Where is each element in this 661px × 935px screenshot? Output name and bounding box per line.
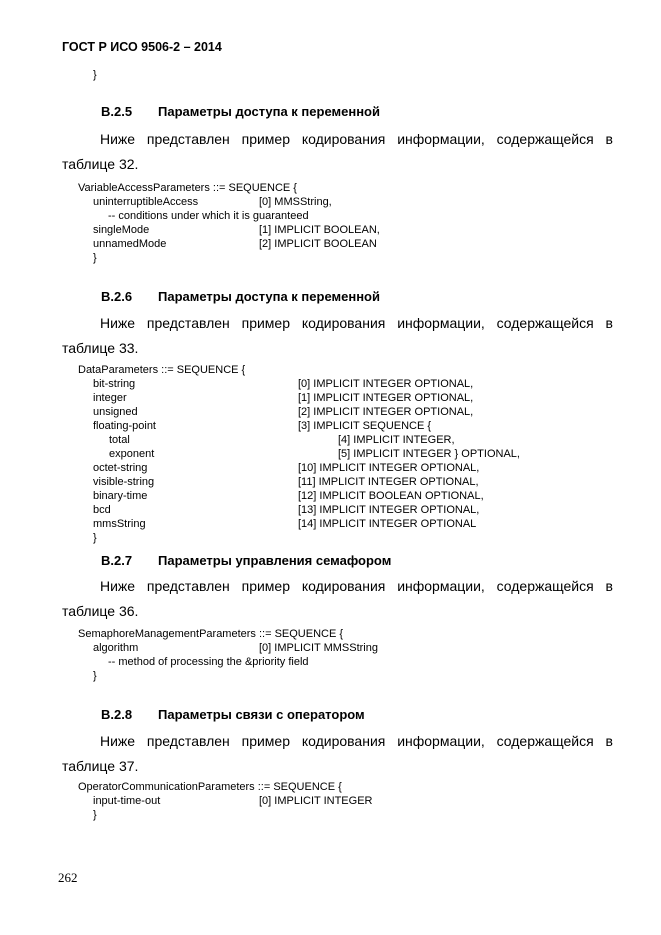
code-line-name: total (109, 434, 130, 446)
code-line-name: binary-time (93, 490, 148, 502)
section-number: B.2.7 (101, 553, 133, 568)
paragraph-word: кодирования (301, 131, 386, 147)
paragraph-end: таблице 32. (62, 156, 139, 172)
paragraph-end: таблице 36. (62, 603, 139, 619)
paragraph-end: таблице 33. (62, 340, 139, 356)
code-line-name: OperatorCommunicationParameters ::= SEQUENCE { (78, 781, 342, 793)
paragraph-word: пример (241, 315, 290, 331)
paragraph-word: в (605, 733, 613, 749)
code-line-name: } (93, 670, 97, 682)
section-title: Параметры управления семафором (158, 553, 392, 568)
paragraph-word: Ниже (100, 131, 136, 147)
document-header: ГОСТ Р ИСО 9506-2 – 2014 (62, 40, 222, 54)
code-line-type: [10] IMPLICIT INTEGER OPTIONAL, (298, 462, 480, 474)
paragraph-word: представлен (146, 733, 230, 749)
code-line-type: [0] IMPLICIT MMSString (259, 642, 378, 654)
paragraph-line (100, 733, 613, 749)
code-line-type: [12] IMPLICIT BOOLEAN OPTIONAL, (298, 490, 484, 502)
code-line-name: algorithm (93, 642, 139, 654)
paragraph-word: кодирования (301, 315, 386, 331)
paragraph-word: представлен (146, 315, 230, 331)
code-line-type: [2] IMPLICIT BOOLEAN (259, 238, 377, 250)
section-number: B.2.5 (101, 104, 133, 119)
paragraph-word: кодирования (301, 578, 386, 594)
paragraph-word: Ниже (100, 733, 136, 749)
code-line-type: [1] IMPLICIT BOOLEAN, (259, 224, 380, 236)
code-line-name: exponent (109, 448, 155, 460)
code-line-name: -- conditions under which it is guaranteed (108, 210, 309, 222)
code-line-type: [11] IMPLICIT INTEGER OPTIONAL, (298, 476, 479, 488)
code-line-name: DataParameters ::= SEQUENCE { (78, 364, 246, 376)
code-line-name: uninterruptibleAccess (93, 196, 199, 208)
section-title: Параметры доступа к переменной (158, 104, 380, 119)
paragraph-word: пример (241, 578, 290, 594)
closing-brace: } (93, 69, 97, 81)
paragraph-word: в (605, 131, 613, 147)
paragraph-line (100, 578, 613, 594)
paragraph-word: в (605, 578, 613, 594)
paragraph-word: информации, (397, 131, 485, 147)
code-line-name: -- method of processing the &priority field (108, 656, 309, 668)
paragraph-word: представлен (146, 578, 230, 594)
code-line-name: singleMode (93, 224, 150, 236)
code-line-name: bit-string (93, 378, 136, 390)
code-line-name: floating-point (93, 420, 156, 432)
paragraph-word: пример (241, 733, 290, 749)
paragraph-line (100, 315, 613, 331)
code-line-name: VariableAccessParameters ::= SEQUENCE { (78, 182, 297, 194)
paragraph-word: Ниже (100, 578, 136, 594)
paragraph-word: кодирования (301, 733, 386, 749)
code-line-name: visible-string (93, 476, 155, 488)
code-line-type: [1] IMPLICIT INTEGER OPTIONAL, (298, 392, 474, 404)
paragraph-word: Ниже (100, 315, 136, 331)
code-line-name: bcd (93, 504, 111, 516)
paragraph-word: информации, (397, 315, 485, 331)
code-line-type: [5] IMPLICIT INTEGER } OPTIONAL, (338, 448, 520, 460)
code-line-type: [3] IMPLICIT SEQUENCE { (298, 420, 432, 432)
section-title: Параметры доступа к переменной (158, 289, 380, 304)
code-line-type: [14] IMPLICIT INTEGER OPTIONAL (298, 518, 477, 530)
paragraph-word: содержащейся (496, 315, 594, 331)
code-line-name: } (93, 532, 97, 544)
paragraph-word: информации, (397, 733, 485, 749)
code-line-type: [0] MMSString, (259, 196, 332, 208)
paragraph-end: таблице 37. (62, 758, 139, 774)
code-line-name: input-time-out (93, 795, 161, 807)
section-number: B.2.8 (101, 707, 133, 722)
code-line-name: unsigned (93, 406, 138, 418)
code-line-name: mmsString (93, 518, 146, 530)
page-number: 262 (58, 870, 78, 885)
paragraph-word: в (605, 315, 613, 331)
code-line-name: unnamedMode (93, 238, 167, 250)
code-line-type: [0] IMPLICIT INTEGER OPTIONAL, (298, 378, 474, 390)
code-line-type: [0] IMPLICIT INTEGER (259, 795, 373, 807)
paragraph-word: представлен (146, 131, 230, 147)
section-title: Параметры связи с оператором (158, 707, 365, 722)
code-line-name: } (93, 809, 97, 821)
code-line-type: [13] IMPLICIT INTEGER OPTIONAL, (298, 504, 480, 516)
code-line-name: } (93, 252, 97, 264)
section-number: B.2.6 (101, 289, 133, 304)
paragraph-line (100, 131, 613, 147)
paragraph-word: информации, (397, 578, 485, 594)
paragraph-word: содержащейся (496, 733, 594, 749)
code-line-type: [2] IMPLICIT INTEGER OPTIONAL, (298, 406, 474, 418)
paragraph-word: содержащейся (496, 578, 594, 594)
paragraph-word: пример (241, 131, 290, 147)
code-line-name: SemaphoreManagementParameters ::= SEQUENCE { (78, 628, 344, 640)
code-line-name: octet-string (93, 462, 148, 474)
code-line-type: [4] IMPLICIT INTEGER, (338, 434, 455, 446)
paragraph-word: содержащейся (496, 131, 594, 147)
code-line-name: integer (93, 392, 127, 404)
